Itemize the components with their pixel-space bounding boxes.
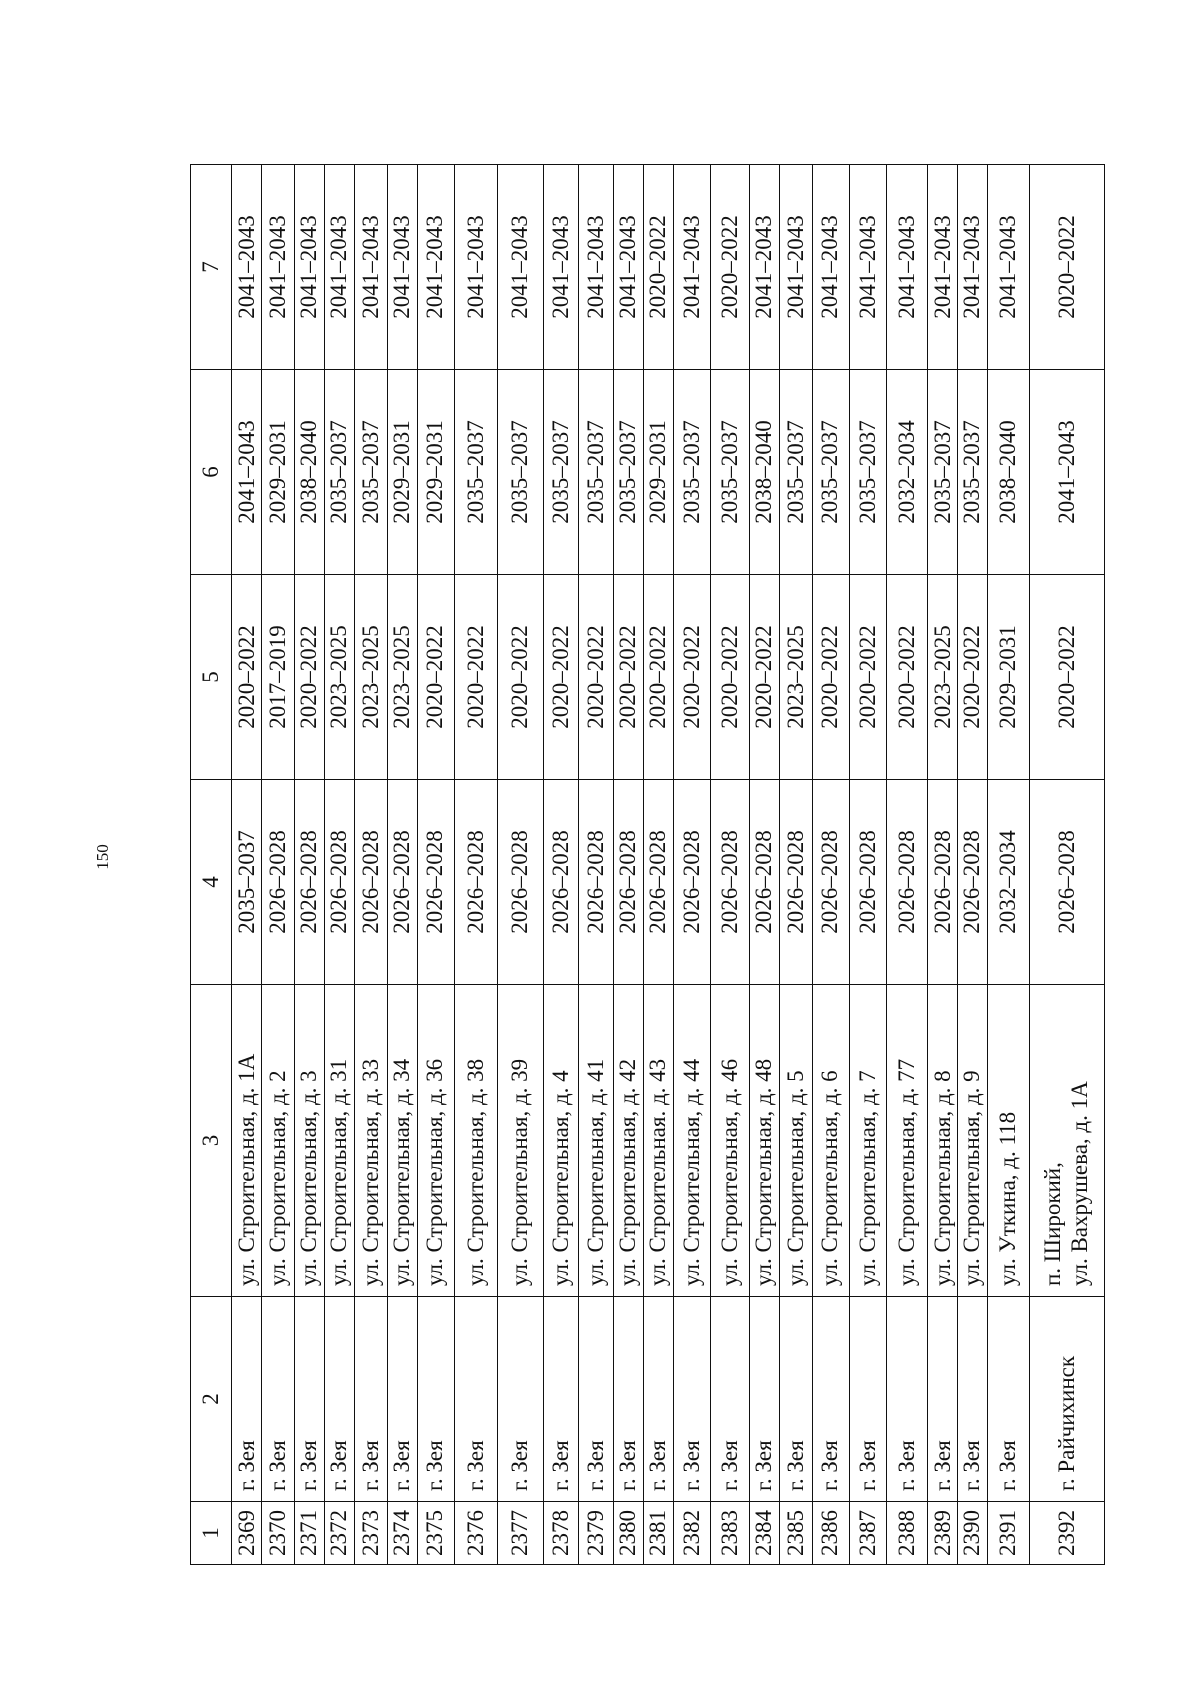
table-row (325, 165, 355, 1565)
cell-col6: 2035–2037 (673, 370, 710, 575)
cell-city: г. Зея (710, 1297, 749, 1502)
cell-col6: 2035–2037 (354, 370, 387, 575)
cell-col5: 2020–2022 (710, 575, 749, 780)
row-number: 2382 (673, 1502, 710, 1565)
cell-col7: 2041–2043 (454, 165, 498, 370)
cell-col6: 2032–2034 (886, 370, 927, 575)
row-number: 2372 (325, 1502, 355, 1565)
cell-col6: 2035–2037 (812, 370, 849, 575)
cell-col5: 2020–2022 (613, 575, 643, 780)
cell-col7: 2020–2022 (643, 165, 673, 370)
row-number: 2375 (417, 1502, 454, 1565)
cell-col4: 2026–2028 (498, 780, 544, 985)
address-line: ул. Строительная, д. 44 (678, 1058, 704, 1286)
cell-address (498, 985, 544, 1297)
address-line: ул. Строительная, д. 42 (615, 1058, 641, 1286)
cell-col4: 2026–2028 (958, 780, 988, 985)
cell-col5: 2023–2025 (387, 575, 417, 780)
table-row (958, 165, 988, 1565)
cell-col7: 2041–2043 (886, 165, 927, 370)
row-number: 2392 (1029, 1502, 1104, 1565)
cell-col6: 2035–2037 (578, 370, 613, 575)
cell-col6: 2038–2040 (988, 370, 1029, 575)
cell-address (673, 985, 710, 1297)
address-line: ул. Строительная, д. 34 (388, 1058, 414, 1286)
cell-col5: 2020–2022 (958, 575, 988, 780)
address-line: ул. Строительная, д. 1А (233, 1053, 259, 1286)
cell-col5: 2023–2025 (325, 575, 355, 780)
cell-address (779, 985, 812, 1297)
column-header: 5 (191, 575, 232, 780)
cell-col6: 2035–2037 (498, 370, 544, 575)
cell-col4: 2026–2028 (354, 780, 387, 985)
cell-col7: 2041–2043 (958, 165, 988, 370)
address-line: ул. Строительная, д. 5 (782, 1070, 808, 1286)
cell-address (886, 985, 927, 1297)
cell-col4: 2026–2028 (643, 780, 673, 985)
cell-address (849, 985, 886, 1297)
row-number: 2369 (232, 1502, 262, 1565)
cell-col5: 2020–2022 (673, 575, 710, 780)
address-line: ул. Строительная, д. 6 (817, 1070, 843, 1286)
address-line: ул. Строительная, д. 7 (854, 1070, 880, 1286)
cell-address (417, 985, 454, 1297)
table-row (544, 165, 579, 1565)
cell-address (958, 985, 988, 1297)
cell-col4: 2026–2028 (613, 780, 643, 985)
cell-col6: 2029–2031 (643, 370, 673, 575)
table-row (928, 165, 958, 1565)
cell-col4: 2026–2028 (454, 780, 498, 985)
cell-col6: 2041–2043 (1029, 370, 1104, 575)
cell-address (354, 985, 387, 1297)
cell-address (988, 985, 1029, 1297)
row-number: 2378 (544, 1502, 579, 1565)
address-line: ул. Строительная, д. 48 (751, 1058, 777, 1286)
cell-city: г. Зея (498, 1297, 544, 1502)
cell-col6: 2035–2037 (928, 370, 958, 575)
cell-col5: 2023–2025 (779, 575, 812, 780)
cell-address (643, 985, 673, 1297)
address-line: ул. Строительная, д. 4 (547, 1070, 573, 1286)
table-row (232, 165, 262, 1565)
cell-col7: 2041–2043 (417, 165, 454, 370)
table-row (812, 165, 849, 1565)
cell-col7: 2041–2043 (578, 165, 613, 370)
cell-city: г. Зея (354, 1297, 387, 1502)
cell-col5: 2020–2022 (886, 575, 927, 780)
row-number: 2386 (812, 1502, 849, 1565)
row-number: 2374 (387, 1502, 417, 1565)
cell-col5: 2020–2022 (498, 575, 544, 780)
cell-address (928, 985, 958, 1297)
table-row (578, 165, 613, 1565)
table-row (643, 165, 673, 1565)
cell-col7: 2020–2022 (1029, 165, 1104, 370)
page-number: 150 (93, 844, 112, 870)
cell-col4: 2026–2028 (578, 780, 613, 985)
cell-col4: 2026–2028 (812, 780, 849, 985)
cell-col6: 2038–2040 (295, 370, 325, 575)
table-row (1029, 165, 1104, 1565)
row-number: 2377 (498, 1502, 544, 1565)
row-number: 2389 (928, 1502, 958, 1565)
column-header: 7 (191, 165, 232, 370)
row-number: 2391 (988, 1502, 1029, 1565)
cell-city: г. Зея (928, 1297, 958, 1502)
column-header: 6 (191, 370, 232, 575)
cell-col4: 2026–2028 (387, 780, 417, 985)
cell-city: г. Зея (779, 1297, 812, 1502)
row-number: 2388 (886, 1502, 927, 1565)
cell-col6: 2029–2031 (387, 370, 417, 575)
cell-address (325, 985, 355, 1297)
column-header: 4 (191, 780, 232, 985)
cell-col5: 2023–2025 (928, 575, 958, 780)
address-line: ул. Строительная, д. 36 (422, 1058, 448, 1286)
row-number: 2373 (354, 1502, 387, 1565)
cell-city: г. Зея (262, 1297, 295, 1502)
row-number: 2387 (849, 1502, 886, 1565)
address-line: ул. Строительная, д. 9 (959, 1070, 985, 1286)
address-line: ул. Строительная, д. 39 (507, 1058, 533, 1286)
cell-col4: 2026–2028 (295, 780, 325, 985)
row-number: 2383 (710, 1502, 749, 1565)
table-row (779, 165, 812, 1565)
cell-col4: 2026–2028 (262, 780, 295, 985)
cell-col7: 2041–2043 (849, 165, 886, 370)
cell-city: г. Зея (387, 1297, 417, 1502)
cell-col5: 2029–2031 (988, 575, 1029, 780)
cell-col4: 2026–2028 (1029, 780, 1104, 985)
cell-col4: 2026–2028 (886, 780, 927, 985)
cell-city: г. Райчихинск (1029, 1297, 1104, 1502)
cell-city: г. Зея (750, 1297, 780, 1502)
cell-col7: 2041–2043 (262, 165, 295, 370)
cell-col6: 2035–2037 (958, 370, 988, 575)
cell-col7: 2041–2043 (613, 165, 643, 370)
cell-col7: 2041–2043 (779, 165, 812, 370)
row-number: 2371 (295, 1502, 325, 1565)
row-number: 2376 (454, 1502, 498, 1565)
cell-col7: 2041–2043 (750, 165, 780, 370)
row-number: 2384 (750, 1502, 780, 1565)
cell-col7: 2041–2043 (673, 165, 710, 370)
table-row (417, 165, 454, 1565)
cell-col6: 2035–2037 (544, 370, 579, 575)
cell-col4: 2026–2028 (673, 780, 710, 985)
cell-col7: 2041–2043 (812, 165, 849, 370)
table-row (613, 165, 643, 1565)
table-row (988, 165, 1029, 1565)
document-table-wrapper (190, 165, 1105, 1565)
header-row (191, 165, 232, 1565)
table-row (710, 165, 749, 1565)
cell-col5: 2020–2022 (750, 575, 780, 780)
cell-col7: 2041–2043 (928, 165, 958, 370)
row-number: 2379 (578, 1502, 613, 1565)
table-row (354, 165, 387, 1565)
table-row (750, 165, 780, 1565)
row-number: 2381 (643, 1502, 673, 1565)
cell-col4: 2026–2028 (779, 780, 812, 985)
address-line: п. Широкий, (1040, 1162, 1066, 1286)
cell-col5: 2020–2022 (1029, 575, 1104, 780)
address-line: ул. Строительная, д. 31 (326, 1058, 352, 1286)
row-number: 2370 (262, 1502, 295, 1565)
cell-col7: 2041–2043 (387, 165, 417, 370)
cell-city: г. Зея (454, 1297, 498, 1502)
column-header: 1 (191, 1502, 232, 1565)
cell-city: г. Зея (958, 1297, 988, 1502)
cell-address (454, 985, 498, 1297)
cell-col6: 2035–2037 (779, 370, 812, 575)
cell-col5: 2020–2022 (544, 575, 579, 780)
address-line: ул. Строительная. д. 43 (645, 1058, 670, 1286)
cell-address (1029, 985, 1104, 1297)
cell-city: г. Зея (613, 1297, 643, 1502)
address-line: ул. Строительная, д. 3 (296, 1070, 322, 1286)
cell-city: г. Зея (544, 1297, 579, 1502)
cell-city: г. Зея (988, 1297, 1029, 1502)
cell-col4: 2026–2028 (849, 780, 886, 985)
address-line: ул. Строительная, д. 46 (716, 1058, 742, 1286)
table-row (498, 165, 544, 1565)
cell-col6: 2035–2037 (325, 370, 355, 575)
cell-col6: 2035–2037 (710, 370, 749, 575)
cell-address (544, 985, 579, 1297)
cell-city: г. Зея (232, 1297, 262, 1502)
cell-col5: 2017–2019 (262, 575, 295, 780)
table-row (886, 165, 927, 1565)
table-row (454, 165, 498, 1565)
cell-city: г. Зея (578, 1297, 613, 1502)
cell-city: г. Зея (325, 1297, 355, 1502)
row-number: 2390 (958, 1502, 988, 1565)
table-row (673, 165, 710, 1565)
row-number: 2380 (613, 1502, 643, 1565)
cell-col5: 2020–2022 (812, 575, 849, 780)
table-row (387, 165, 417, 1565)
cell-col4: 2026–2028 (325, 780, 355, 985)
address-line: ул. Строительная, д. 77 (893, 1058, 919, 1286)
cell-address (232, 985, 262, 1297)
cell-col6: 2035–2037 (454, 370, 498, 575)
table-row (849, 165, 886, 1565)
cell-city: г. Зея (673, 1297, 710, 1502)
cell-col7: 2041–2043 (544, 165, 579, 370)
cell-city: г. Зея (812, 1297, 849, 1502)
cell-col5: 2020–2022 (643, 575, 673, 780)
cell-col5: 2020–2022 (454, 575, 498, 780)
cell-col7: 2041–2043 (295, 165, 325, 370)
cell-col7: 2041–2043 (988, 165, 1029, 370)
cell-address (812, 985, 849, 1297)
cell-col6: 2038–2040 (750, 370, 780, 575)
cell-col5: 2020–2022 (232, 575, 262, 780)
cell-col5: 2023–2025 (354, 575, 387, 780)
cell-col6: 2029–2031 (417, 370, 454, 575)
address-line: ул. Строительная, д. 33 (357, 1058, 383, 1286)
address-line: ул. Строительная, д. 38 (462, 1058, 488, 1286)
cell-col4: 2026–2028 (417, 780, 454, 985)
column-header: 3 (191, 985, 232, 1297)
address-line: ул. Строительная, д. 8 (929, 1070, 955, 1286)
table-row (262, 165, 295, 1565)
cell-col4: 2026–2028 (750, 780, 780, 985)
address-line: ул. Строительная, д. 41 (582, 1058, 608, 1286)
cell-address (710, 985, 749, 1297)
cell-city: г. Зея (643, 1297, 673, 1502)
cell-col4: 2035–2037 (232, 780, 262, 985)
cell-address (750, 985, 780, 1297)
cell-city: г. Зея (886, 1297, 927, 1502)
cell-col5: 2020–2022 (295, 575, 325, 780)
cell-col7: 2041–2043 (325, 165, 355, 370)
column-header: 2 (191, 1297, 232, 1502)
cell-col7: 2041–2043 (354, 165, 387, 370)
cell-address (613, 985, 643, 1297)
cell-col5: 2020–2022 (578, 575, 613, 780)
address-line: ул. Строительная, д. 2 (265, 1070, 290, 1286)
cell-col4: 2032–2034 (988, 780, 1029, 985)
cell-col4: 2026–2028 (710, 780, 749, 985)
cell-address (387, 985, 417, 1297)
cell-col6: 2029–2031 (262, 370, 295, 575)
address-line: ул. Уткина, д. 118 (995, 1111, 1021, 1286)
cell-col5: 2020–2022 (417, 575, 454, 780)
cell-address (295, 985, 325, 1297)
cell-city: г. Зея (417, 1297, 454, 1502)
address-line: ул. Вахрушева, д. 1А (1066, 1081, 1092, 1286)
cell-city: г. Зея (295, 1297, 325, 1502)
cell-col6: 2035–2037 (849, 370, 886, 575)
cell-col7: 2020–2022 (710, 165, 749, 370)
cell-col5: 2020–2022 (849, 575, 886, 780)
cell-city: г. Зея (849, 1297, 886, 1502)
cell-address (262, 985, 295, 1297)
cell-col4: 2026–2028 (928, 780, 958, 985)
document-table (190, 164, 1105, 1565)
table-body (191, 165, 1105, 1565)
cell-address (578, 985, 613, 1297)
row-number: 2385 (779, 1502, 812, 1565)
cell-col6: 2035–2037 (613, 370, 643, 575)
table-row (295, 165, 325, 1565)
cell-col7: 2041–2043 (232, 165, 262, 370)
cell-col6: 2041–2043 (232, 370, 262, 575)
cell-col7: 2041–2043 (498, 165, 544, 370)
cell-col4: 2026–2028 (544, 780, 579, 985)
